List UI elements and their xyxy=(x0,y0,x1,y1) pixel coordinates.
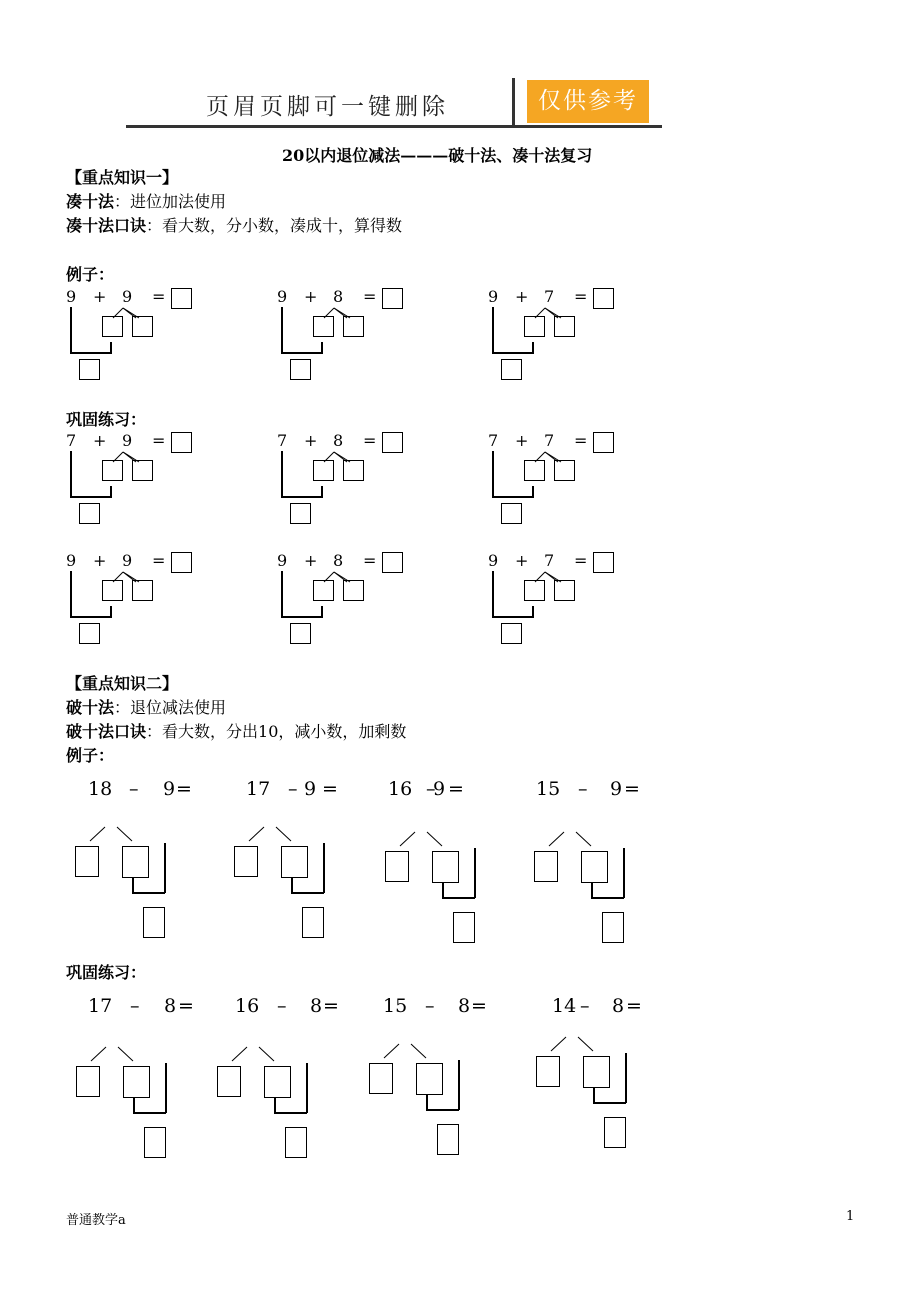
s1-p2-2-bracket-tick xyxy=(532,606,534,617)
s2-p3-op: – xyxy=(580,995,590,1017)
s1-p2-2-a: 9 xyxy=(488,551,499,570)
section2-practice-label: 巩固练习： xyxy=(66,963,147,982)
header-rule xyxy=(126,125,662,128)
s2-ex0-eq: = xyxy=(176,778,192,800)
s1-p1-2-bracket-bottom xyxy=(492,496,534,498)
s1-p1-1-op: + xyxy=(304,431,318,450)
s1-ex1-result-box[interactable] xyxy=(290,359,311,380)
s1-ex0-a: 9 xyxy=(66,287,77,306)
s1-ex2-a: 9 xyxy=(488,287,499,306)
s2-p2-a: 15 xyxy=(383,995,408,1017)
s1-p2-1-eq: = xyxy=(363,551,377,570)
s1-p1-2-split-box-2[interactable] xyxy=(554,460,575,481)
s2-p2-diagram-bracket-bottom xyxy=(426,1109,459,1111)
s1-p2-0-result-box[interactable] xyxy=(79,623,100,644)
s2-p1-eq: = xyxy=(323,995,339,1017)
s2-p1-diagram-bracket-vertical xyxy=(306,1063,308,1113)
s2-ex3-diagram-bracket-bottom xyxy=(591,897,624,899)
s2-ex0-a: 18 xyxy=(88,778,113,800)
reference-badge: 仅供参考 xyxy=(527,80,649,123)
s1-p1-2-result-box[interactable] xyxy=(501,503,522,524)
s1-ex0-split-box-2[interactable] xyxy=(132,316,153,337)
s2-p3-b: 8 xyxy=(612,995,625,1017)
s2-p3-diagram-split-right xyxy=(0,0,1,1)
header-divider xyxy=(512,78,515,125)
s1-p1-2-eq: = xyxy=(574,431,588,450)
s2-ex1-diagram-result-box[interactable] xyxy=(302,907,324,938)
s2-ex2-b: 9 xyxy=(433,778,446,800)
s2-p0-diagram-bracket-inner xyxy=(133,1097,135,1113)
s1-p2-1-op: + xyxy=(304,551,318,570)
s2-p2-diagram-bracket-inner xyxy=(426,1094,428,1110)
s1-p1-0-op: + xyxy=(93,431,107,450)
s1-p1-2-op: + xyxy=(515,431,529,450)
s1-ex1-bracket-bottom xyxy=(281,352,323,354)
s2-ex2-diagram-bracket-vertical xyxy=(474,848,476,898)
s2-p2-diagram-ones-box[interactable] xyxy=(416,1063,443,1095)
s2-p0-diagram-ones-box[interactable] xyxy=(123,1066,150,1098)
s1-p1-0-bracket-bottom xyxy=(70,496,112,498)
s2-p0-a: 17 xyxy=(88,995,113,1017)
s1-ex2-b: 7 xyxy=(544,287,555,306)
s2-p0-diagram-result-box[interactable] xyxy=(144,1127,166,1158)
s1-p2-1-answer-box[interactable] xyxy=(382,552,403,573)
s2-p1-b: 8 xyxy=(310,995,323,1017)
s1-ex2-bracket-tick xyxy=(532,342,534,353)
s1-p1-1-eq: = xyxy=(363,431,377,450)
s1-p1-1-answer-box[interactable] xyxy=(382,432,403,453)
s2-ex1-a: 17 xyxy=(246,778,271,800)
s1-p2-2-eq: = xyxy=(574,551,588,570)
footer-left: 普通教学a xyxy=(66,1213,126,1228)
s2-p0-eq: = xyxy=(178,995,194,1017)
s1-p1-0-result-box[interactable] xyxy=(79,503,100,524)
s1-ex2-op: + xyxy=(515,287,529,306)
s2-ex3-b: 9 xyxy=(610,778,623,800)
s1-p1-1-bracket-tick xyxy=(321,486,323,497)
s2-p1-a: 16 xyxy=(235,995,260,1017)
s1-p2-0-answer-box[interactable] xyxy=(171,552,192,573)
s1-ex2-bracket-vertical xyxy=(492,307,494,353)
s1-ex2-result-box[interactable] xyxy=(501,359,522,380)
s1-p2-1-b: 8 xyxy=(333,551,344,570)
s1-ex1-split-box-1[interactable] xyxy=(313,316,334,337)
s2-p0-diagram-bracket-vertical xyxy=(165,1063,167,1113)
s1-ex1-a: 9 xyxy=(277,287,288,306)
section1-definition: 凑十法：进位加法使用 xyxy=(66,192,227,211)
s1-p2-2-split-box-2[interactable] xyxy=(554,580,575,601)
section1-heading: 【重点知识一】 xyxy=(66,168,179,187)
s2-p3-diagram-bracket-bottom xyxy=(593,1102,626,1104)
s1-ex2-bracket-bottom xyxy=(492,352,534,354)
s1-p2-0-split-box-2[interactable] xyxy=(132,580,153,601)
s1-p2-2-b: 7 xyxy=(544,551,555,570)
s1-ex1-answer-box[interactable] xyxy=(382,288,403,309)
s1-p2-0-a: 9 xyxy=(66,551,77,570)
s2-p2-diagram-tens-box[interactable] xyxy=(369,1063,393,1094)
s1-ex0-answer-box[interactable] xyxy=(171,288,192,309)
s2-ex1-op: – xyxy=(288,778,298,800)
s1-ex1-b: 8 xyxy=(333,287,344,306)
s2-ex1-b: 9 xyxy=(304,778,317,800)
s2-p2-diagram-bracket-vertical xyxy=(458,1060,460,1110)
s1-p1-1-b: 8 xyxy=(333,431,344,450)
s1-p1-2-split-box-1[interactable] xyxy=(524,460,545,481)
s1-p1-1-a: 7 xyxy=(277,431,288,450)
s1-p1-1-bracket-bottom xyxy=(281,496,323,498)
s2-ex1-diagram-bracket-vertical xyxy=(323,843,325,893)
s2-ex0-b: 9 xyxy=(163,778,176,800)
s1-p1-0-answer-box[interactable] xyxy=(171,432,192,453)
s2-p2-b: 8 xyxy=(458,995,471,1017)
s1-p1-0-eq: = xyxy=(152,431,166,450)
s2-ex1-diagram-ones-box[interactable] xyxy=(281,846,308,878)
s2-p3-a: 14 xyxy=(552,995,577,1017)
s2-ex1-diagram-bracket-bottom xyxy=(291,892,324,894)
s1-p1-1-result-box[interactable] xyxy=(290,503,311,524)
s1-p1-0-split-box-2[interactable] xyxy=(132,460,153,481)
s1-p2-0-b: 9 xyxy=(122,551,133,570)
s2-ex3-diagram-ones-box[interactable] xyxy=(581,851,608,883)
s2-ex1-diagram-bracket-inner xyxy=(291,877,293,893)
s2-p3-diagram-result-box[interactable] xyxy=(604,1117,626,1148)
s1-p2-1-split-box-1[interactable] xyxy=(313,580,334,601)
s1-ex2-split-box-1[interactable] xyxy=(524,316,545,337)
s1-ex0-op: + xyxy=(93,287,107,306)
section2-example-label: 例子： xyxy=(66,746,115,765)
s1-p2-2-split-box-1[interactable] xyxy=(524,580,545,601)
s1-p2-2-answer-box[interactable] xyxy=(593,552,614,573)
s2-p0-diagram-tens-box[interactable] xyxy=(76,1066,100,1097)
s1-p1-2-bracket-vertical xyxy=(492,451,494,497)
s2-ex0-diagram-bracket-vertical xyxy=(164,843,166,893)
s2-ex1-eq: = xyxy=(322,778,338,800)
s2-ex1-diagram-tens-box[interactable] xyxy=(234,846,258,877)
page-title: 20以内退位减法———破十法、凑十法复习 xyxy=(282,146,593,165)
s1-ex2-eq: = xyxy=(574,287,588,306)
s1-ex0-split-box-1[interactable] xyxy=(102,316,123,337)
s2-p2-eq: = xyxy=(471,995,487,1017)
s1-ex0-result-box[interactable] xyxy=(79,359,100,380)
s2-ex2-diagram-bracket-inner xyxy=(442,882,444,898)
s2-ex2-diagram-bracket-bottom xyxy=(442,897,475,899)
s2-ex2-diagram-tens-box[interactable] xyxy=(385,851,409,882)
s1-p2-1-a: 9 xyxy=(277,551,288,570)
s2-p1-op: – xyxy=(277,995,287,1017)
s2-p3-diagram-bracket-inner xyxy=(593,1087,595,1103)
s1-p1-2-bracket-tick xyxy=(532,486,534,497)
s1-p2-0-eq: = xyxy=(152,551,166,570)
s2-ex3-diagram-bracket-vertical xyxy=(623,848,625,898)
s2-ex0-diagram-result-box[interactable] xyxy=(143,907,165,938)
s2-ex3-diagram-bracket-inner xyxy=(591,882,593,898)
s1-p1-2-answer-box[interactable] xyxy=(593,432,614,453)
s1-p2-1-bracket-tick xyxy=(321,606,323,617)
s1-p1-0-b: 9 xyxy=(122,431,133,450)
s1-p2-1-split-box-2[interactable] xyxy=(343,580,364,601)
section2-rule: 破十法口诀：看大数，分出10，减小数，加剩数 xyxy=(66,722,407,741)
s1-p1-0-a: 7 xyxy=(66,431,77,450)
s1-p2-0-bracket-vertical xyxy=(70,571,72,617)
s1-ex1-op: + xyxy=(304,287,318,306)
s1-p2-2-result-box[interactable] xyxy=(501,623,522,644)
s1-p2-0-bracket-bottom xyxy=(70,616,112,618)
s1-ex0-bracket-vertical xyxy=(70,307,72,353)
s2-p1-diagram-bracket-bottom xyxy=(274,1112,307,1114)
s2-ex3-eq: = xyxy=(624,778,640,800)
s2-ex2-diagram-ones-box[interactable] xyxy=(432,851,459,883)
s2-ex0-diagram-tens-box[interactable] xyxy=(75,846,99,877)
s1-p1-1-split-box-1[interactable] xyxy=(313,460,334,481)
s2-p3-diagram-ones-box[interactable] xyxy=(583,1056,610,1088)
s2-p1-diagram-bracket-inner xyxy=(274,1097,276,1113)
s1-ex2-split-box-2[interactable] xyxy=(554,316,575,337)
s2-ex0-diagram-ones-box[interactable] xyxy=(122,846,149,878)
s1-p2-1-result-box[interactable] xyxy=(290,623,311,644)
s1-p2-1-bracket-bottom xyxy=(281,616,323,618)
s1-p1-2-a: 7 xyxy=(488,431,499,450)
s2-p0-b: 8 xyxy=(164,995,177,1017)
s1-ex0-b: 9 xyxy=(122,287,133,306)
s2-ex0-op: – xyxy=(129,778,139,800)
section2-heading: 【重点知识二】 xyxy=(66,674,179,693)
s1-ex1-split-box-2[interactable] xyxy=(343,316,364,337)
section1-rule: 凑十法口诀：看大数，分小数，凑成十，算得数 xyxy=(66,216,403,235)
s1-p2-0-op: + xyxy=(93,551,107,570)
s2-ex2-diagram-result-box[interactable] xyxy=(453,912,475,943)
s2-p1-diagram-ones-box[interactable] xyxy=(264,1066,291,1098)
s2-p1-diagram-result-box[interactable] xyxy=(285,1127,307,1158)
s2-p3-diagram-tens-box[interactable] xyxy=(536,1056,560,1087)
s1-ex0-bracket-bottom xyxy=(70,352,112,354)
s1-p1-2-b: 7 xyxy=(544,431,555,450)
section1-practice-label: 巩固练习： xyxy=(66,410,147,429)
s1-ex2-answer-box[interactable] xyxy=(593,288,614,309)
s1-p1-1-split-box-2[interactable] xyxy=(343,460,364,481)
s1-p2-1-bracket-vertical xyxy=(281,571,283,617)
s2-ex3-diagram-tens-box[interactable] xyxy=(534,851,558,882)
page-number: 1 xyxy=(846,1209,855,1224)
s1-p1-0-split-box-1[interactable] xyxy=(102,460,123,481)
s2-ex2-op: – xyxy=(426,778,436,800)
s2-p1-diagram-tens-box[interactable] xyxy=(217,1066,241,1097)
s2-p3-diagram-bracket-vertical xyxy=(625,1053,627,1103)
s2-ex3-op: – xyxy=(578,778,588,800)
s1-ex1-bracket-vertical xyxy=(281,307,283,353)
s2-p0-diagram-bracket-bottom xyxy=(133,1112,166,1114)
section2-definition: 破十法：退位减法使用 xyxy=(66,698,227,717)
s1-p2-0-split-box-1[interactable] xyxy=(102,580,123,601)
s1-p2-0-bracket-tick xyxy=(110,606,112,617)
s1-p1-0-bracket-tick xyxy=(110,486,112,497)
s2-p2-op: – xyxy=(425,995,435,1017)
s2-p3-eq: = xyxy=(626,995,642,1017)
s1-ex1-eq: = xyxy=(363,287,377,306)
header-banner-text: 页眉页脚可一键删除 xyxy=(206,94,449,120)
s2-p0-op: – xyxy=(130,995,140,1017)
s2-ex3-diagram-result-box[interactable] xyxy=(602,912,624,943)
s1-ex0-bracket-tick xyxy=(110,342,112,353)
s1-p2-2-op: + xyxy=(515,551,529,570)
s2-p2-diagram-result-box[interactable] xyxy=(437,1124,459,1155)
s1-p1-0-bracket-vertical xyxy=(70,451,72,497)
s2-ex0-diagram-bracket-bottom xyxy=(132,892,165,894)
section1-example-label: 例子： xyxy=(66,265,115,284)
s1-p1-1-bracket-vertical xyxy=(281,451,283,497)
s2-ex0-diagram-bracket-inner xyxy=(132,877,134,893)
s1-p2-2-bracket-bottom xyxy=(492,616,534,618)
s2-ex3-a: 15 xyxy=(536,778,561,800)
s2-ex2-a: 16 xyxy=(388,778,413,800)
s1-ex1-bracket-tick xyxy=(321,342,323,353)
s1-p2-2-bracket-vertical xyxy=(492,571,494,617)
s2-ex2-eq: = xyxy=(448,778,464,800)
s1-ex0-eq: = xyxy=(152,287,166,306)
